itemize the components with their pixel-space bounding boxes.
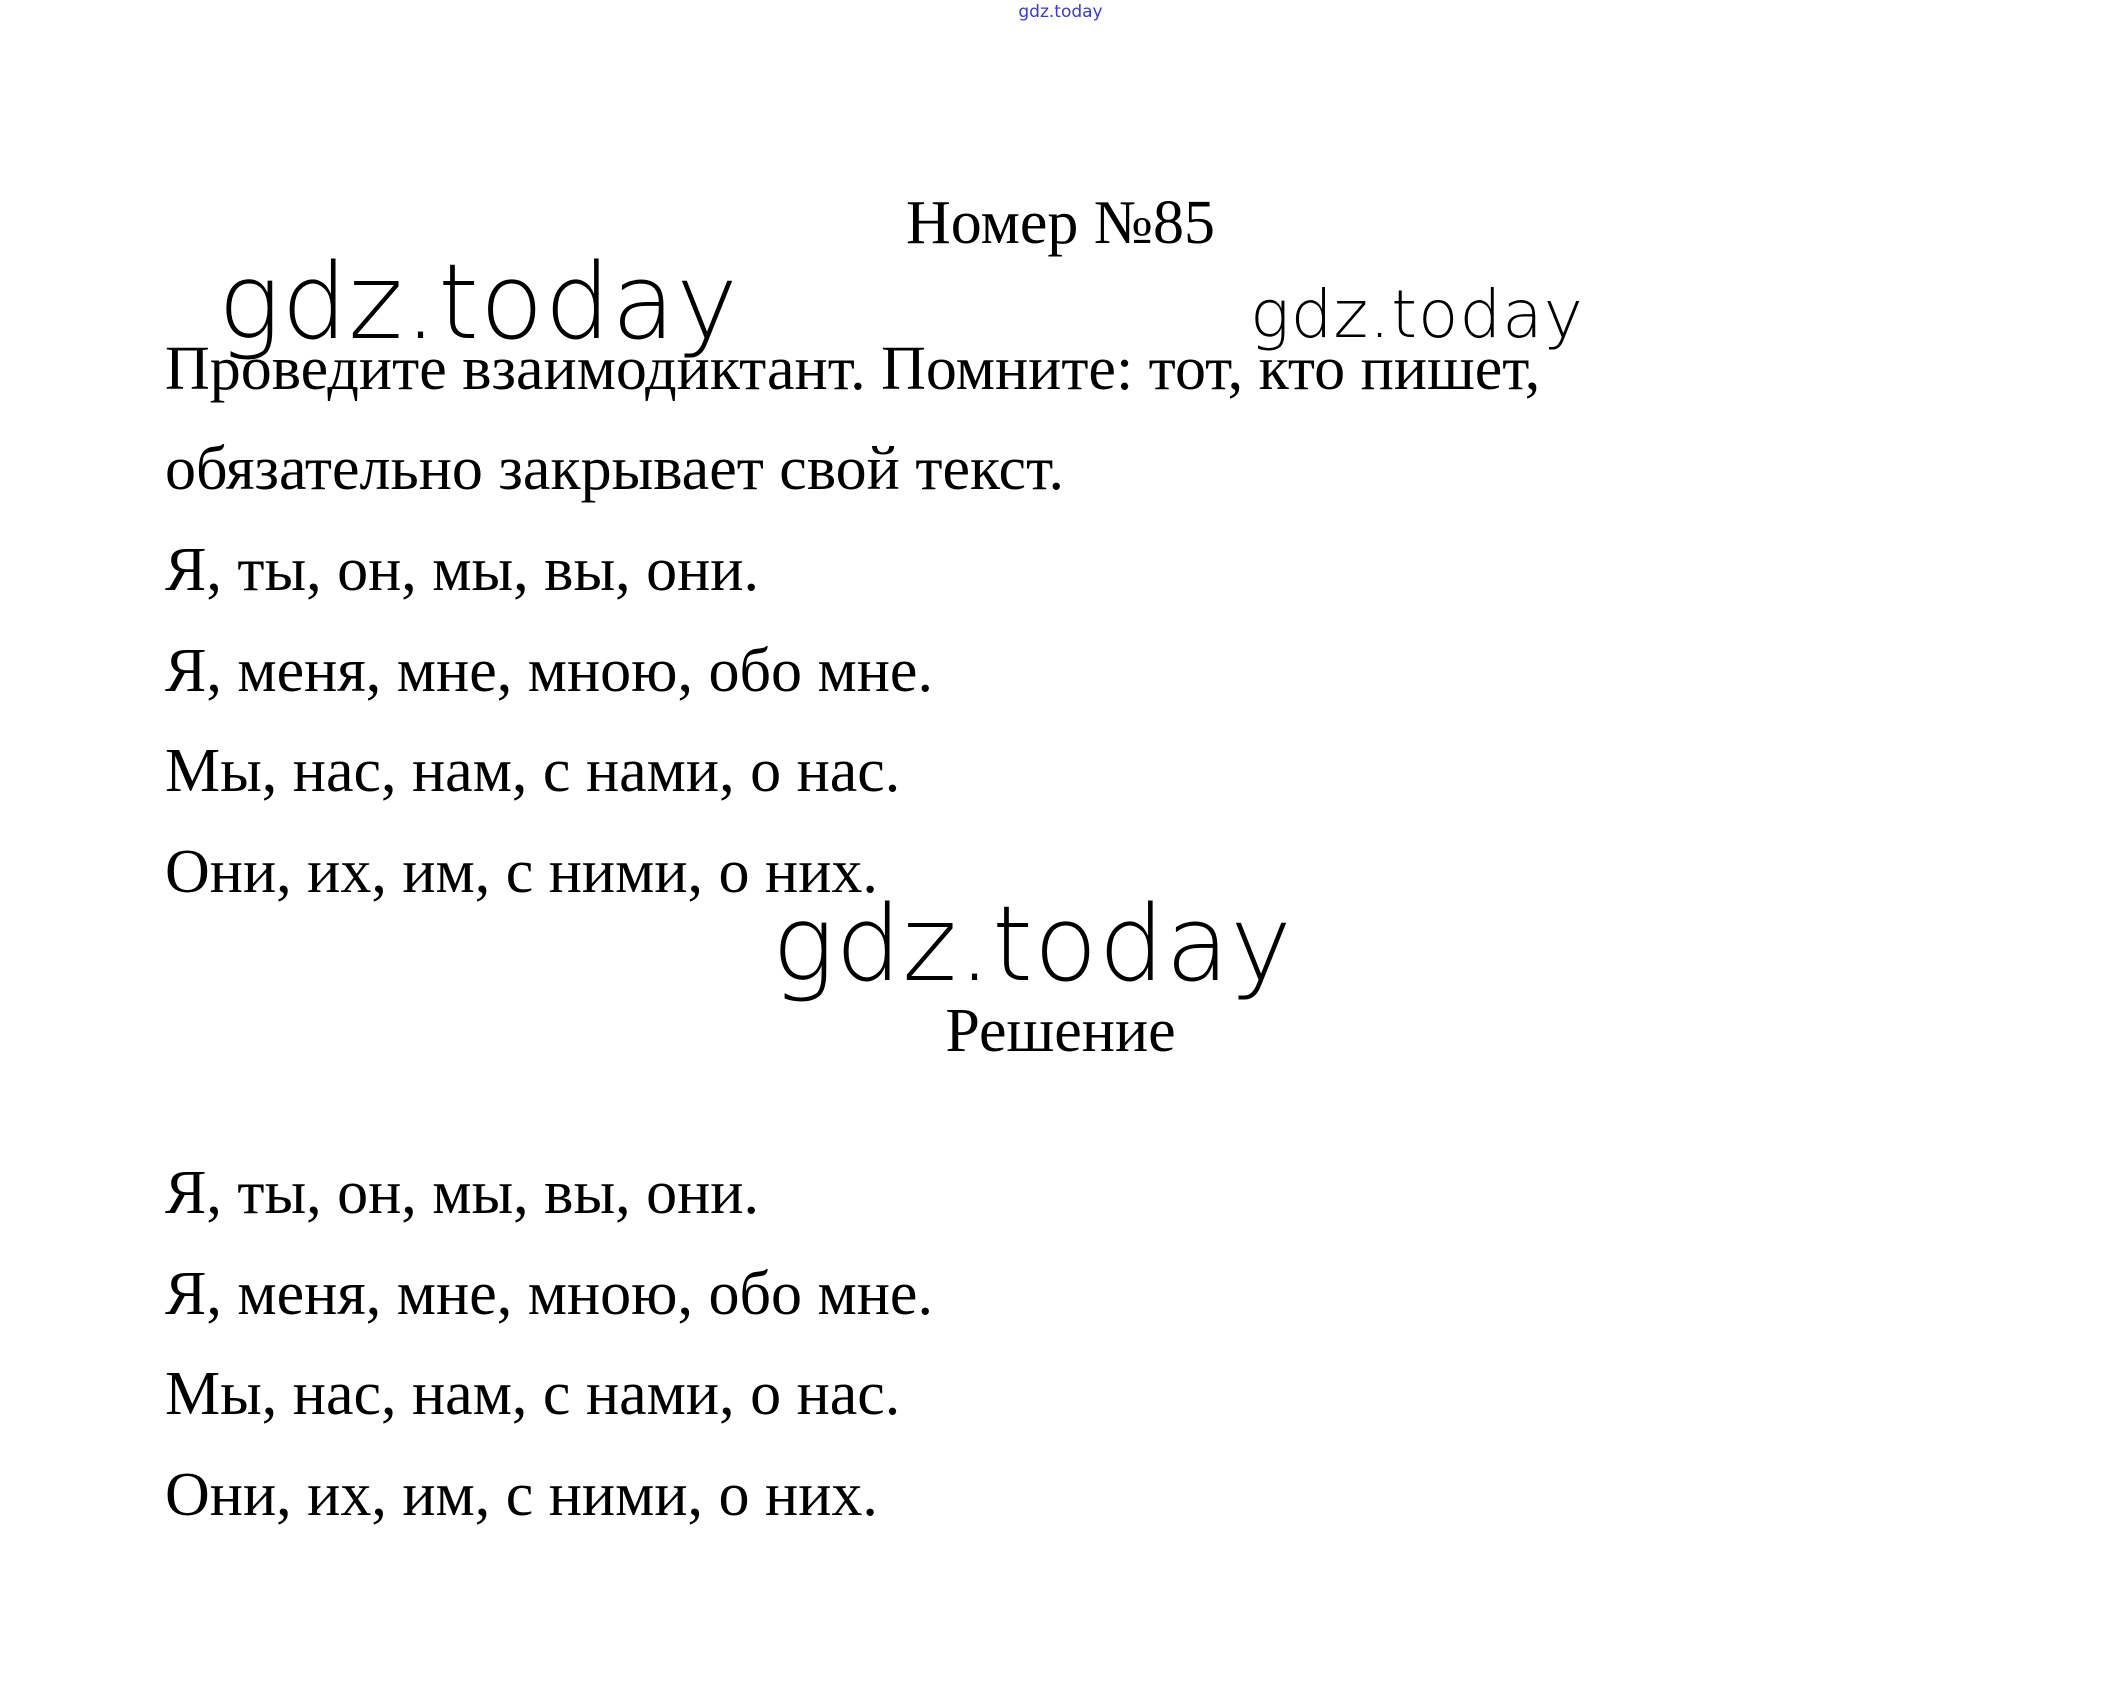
solution-line-1: Я, ты, он, мы, вы, они. [165, 1159, 759, 1227]
task-line-4: Они, их, им, с ними, о них. [165, 838, 878, 906]
watermark-left: gdz.today [218, 241, 739, 363]
solution-line-2: Я, меня, мне, мною, обо мне. [165, 1260, 933, 1328]
instruction-line-1: Проведите взаимодиктант. Помните: тот, кто пишет, [165, 335, 1541, 403]
instruction-line-2: обязательно закрывает свой текст. [165, 435, 1064, 503]
task-line-1: Я, ты, он, мы, вы, они. [165, 536, 759, 604]
solution-title: Решение [945, 997, 1176, 1065]
task-line-3: Мы, нас, нам, с нами, о нас. [165, 737, 901, 805]
task-line-2: Я, меня, мне, мною, обо мне. [165, 637, 933, 705]
watermark-middle: gdz.today [772, 883, 1293, 1005]
task-title: Номер №85 [905, 189, 1215, 257]
solution-line-4: Они, их, им, с ними, о них. [165, 1461, 878, 1529]
watermark-right: gdz.today [1250, 276, 1584, 353]
solution-line-3: Мы, нас, нам, с нами, о нас. [165, 1360, 901, 1428]
watermark-top: gdz.today [1018, 2, 1103, 22]
